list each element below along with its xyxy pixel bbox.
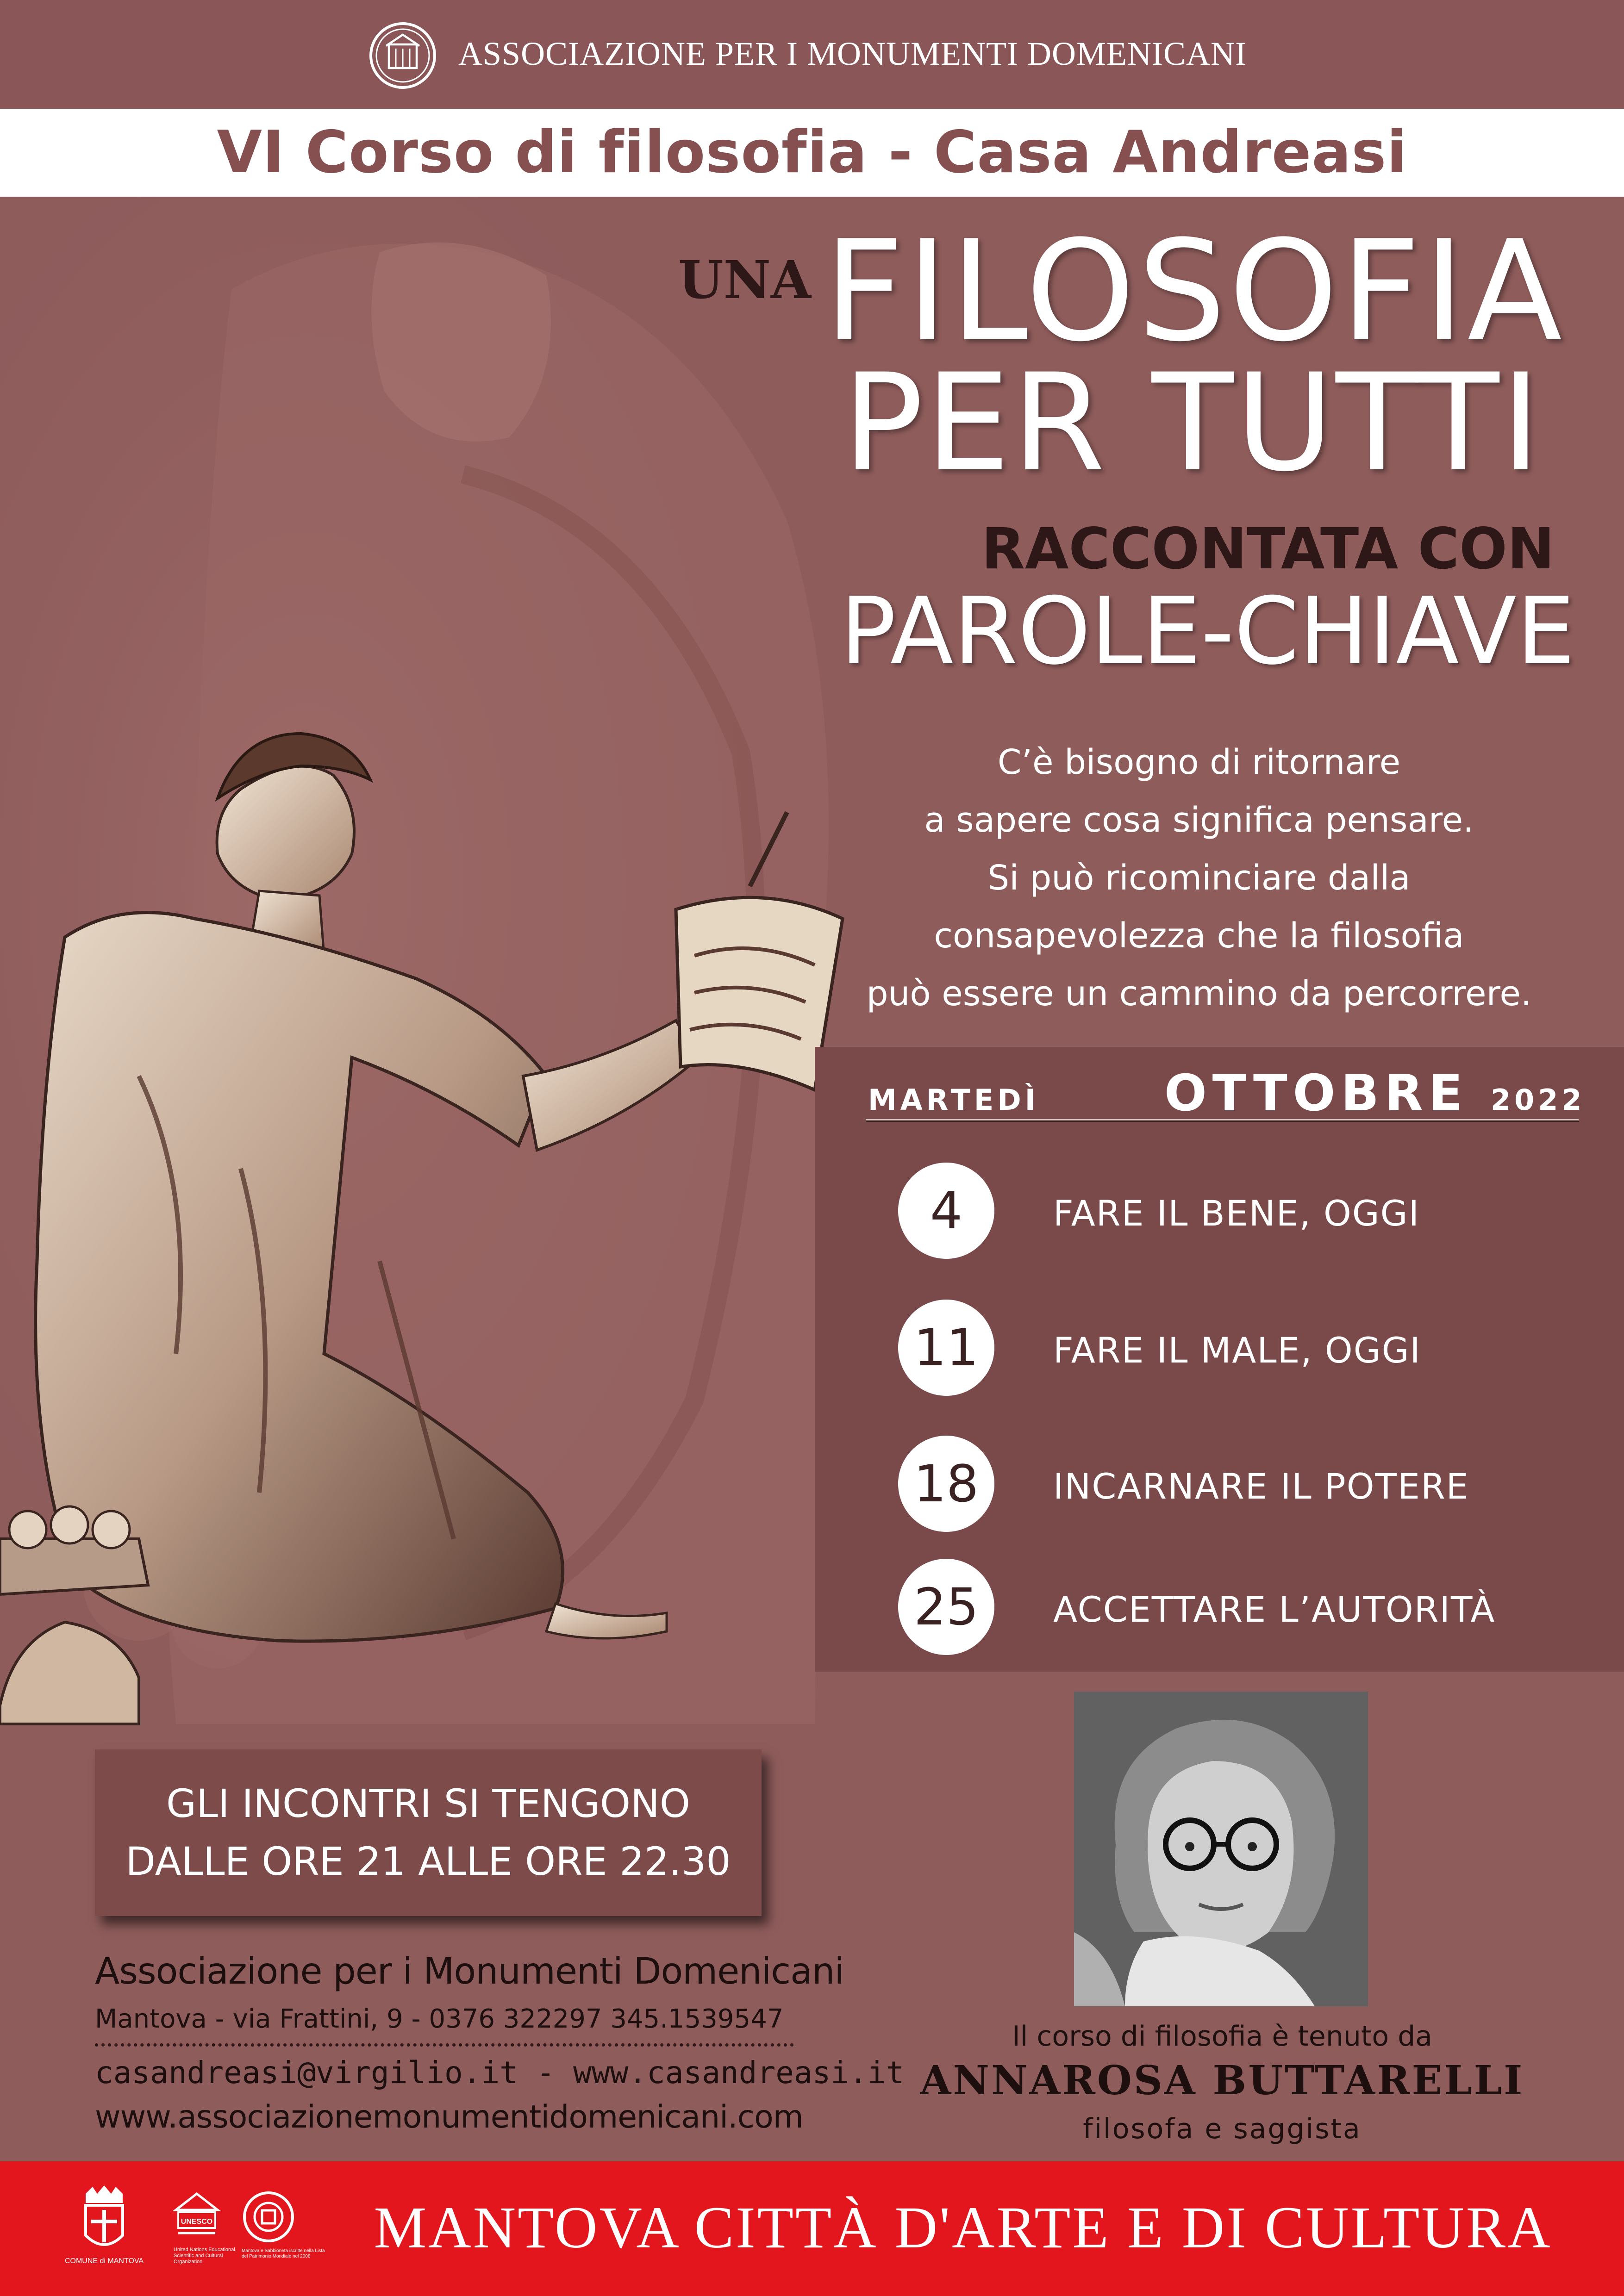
- world-heritage-logo: [241, 2189, 296, 2245]
- speaker-role: filosofa e saggista: [1083, 2113, 1362, 2145]
- event-title: ACCETTARE L’AUTORITÀ: [1053, 1589, 1496, 1630]
- event-title: INCARNARE IL POTERE: [1053, 1466, 1469, 1507]
- event-row: [898, 1436, 1593, 1533]
- hours-line: DALLE ORE 21 ALLE ORE 22.30: [125, 1839, 731, 1884]
- weekday-label: MARTEDÌ: [868, 1083, 1039, 1117]
- contact-website-link[interactable]: www.associazionemonumentidomenicani.com: [95, 2099, 803, 2135]
- speaker-name: ANNAROSA BUTTARELLI: [920, 2057, 1524, 2104]
- contact-email-link[interactable]: casandreasi@virgilio.it - www.casandreasi.it: [95, 2055, 905, 2091]
- intro-line: consapevolezza che la filosofia: [934, 916, 1464, 956]
- event-date-badge: 18: [898, 1436, 994, 1532]
- title-raccontata-con: RACCONTATA CON: [981, 516, 1555, 582]
- title-una: UNA: [678, 250, 811, 311]
- intro-line: C’è bisogno di ritornare: [997, 742, 1401, 782]
- title-filosofia: FILOSOFIA: [824, 211, 1565, 372]
- course-title: VI Corso di filosofia - Casa Andreasi: [217, 118, 1407, 186]
- comune-label: COMUNE di MANTOVA: [64, 2257, 144, 2265]
- event-date-badge: 4: [898, 1163, 994, 1259]
- event-date-badge: 11: [898, 1300, 994, 1396]
- heritage-caption: Mantova e Sabbioneta iscritte nella Lista del Patrimonio Mondiale nel 2008: [242, 2248, 325, 2259]
- unesco-label: UNESCO: [181, 2218, 213, 2226]
- intro-line: a sapere cosa significa pensare.: [924, 800, 1474, 840]
- contact-address: Mantova - via Frattini, 9 - 0376 322297 345.1539547: [95, 2004, 784, 2034]
- association-name: ASSOCIAZIONE PER I MONUMENTI DOMENICANI: [458, 35, 1247, 72]
- event-title: FARE IL BENE, OGGI: [1053, 1193, 1420, 1234]
- event-row: [898, 1300, 1593, 1397]
- intro-line: Si può ricominciare dalla: [987, 858, 1411, 898]
- seated-muse-illustration: [0, 197, 880, 1724]
- event-row: [898, 1559, 1593, 1656]
- contact-organization: Associazione per i Monumenti Domenicani: [95, 1951, 844, 1992]
- footer-motto: MANTOVA CITTÀ D'ARTE E DI CULTURA: [374, 2195, 1552, 2260]
- intro-line: può essere un cammino da percorrere.: [866, 974, 1532, 1014]
- month-label: OTTOBRE: [1164, 1064, 1468, 1122]
- speaker-photo: [1074, 1692, 1368, 2006]
- contact-divider: [95, 2043, 794, 2047]
- comune-mantova-logo: [64, 2184, 144, 2277]
- unesco-caption: United Nations Educational, Scientific and Cultural Organization: [174, 2247, 237, 2265]
- hours-text: [95, 1775, 762, 1891]
- event-title: FARE IL MALE, OGGI: [1053, 1330, 1421, 1371]
- event-row: [898, 1163, 1593, 1260]
- event-date-badge: 25: [898, 1559, 994, 1655]
- intro-paragraph: [824, 734, 1574, 1023]
- title-parole-chiave: PAROLE-CHIAVE: [840, 578, 1575, 685]
- year-label: 2022: [1491, 1083, 1586, 1117]
- title-per-tutti: PER TUTTI: [843, 345, 1543, 501]
- speaker-intro: Il corso di filosofia è tenuto da: [1012, 2020, 1433, 2053]
- unesco-logo: [171, 2189, 222, 2245]
- schedule-divider: [866, 1119, 1579, 1122]
- hours-line: GLI INCONTRI SI TENGONO: [166, 1781, 690, 1826]
- association-seal-icon: [368, 21, 437, 90]
